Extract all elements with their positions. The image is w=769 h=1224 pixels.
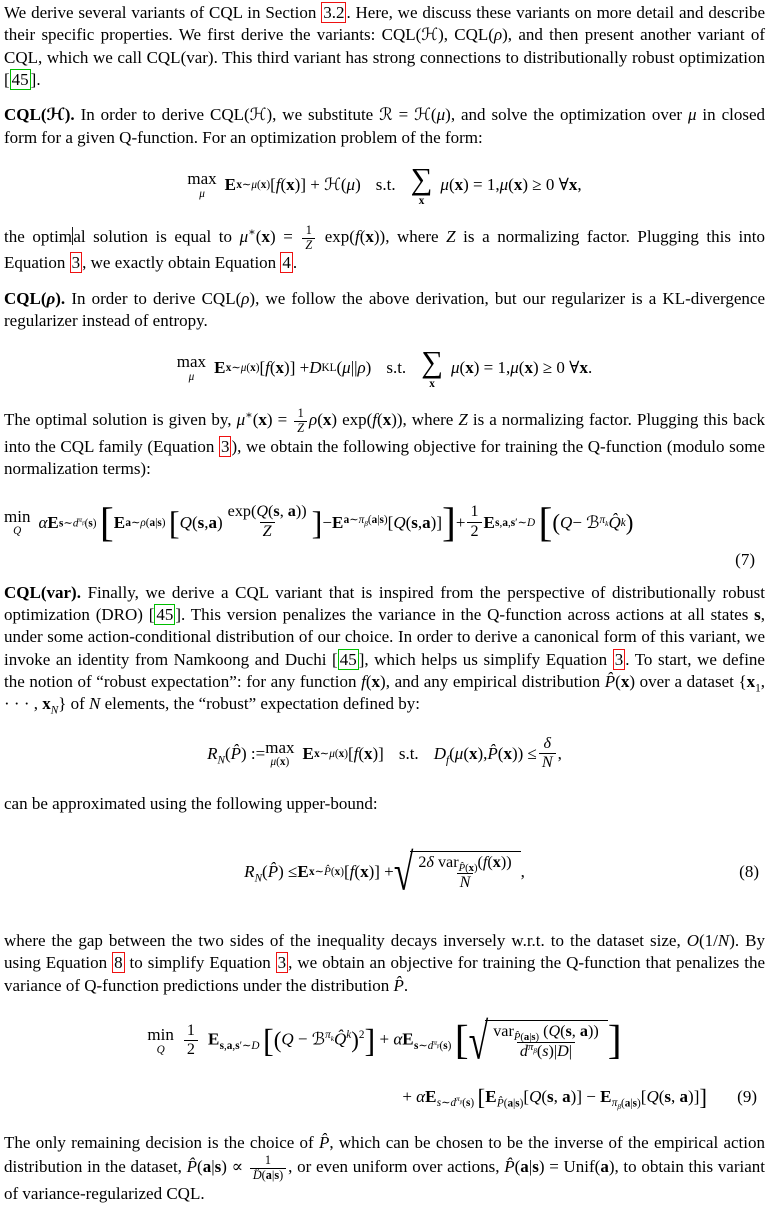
paragraph-optimal-solution-rho: The optimal solution is given by, μ∗(x) = $\frac{1}{Z}$ ρ(x) exp(f(x)), where Z is a normalizing factor. Plugging this back into the CQL family (Equation 3 ), we obtain the following objective for training the Q-function (modulo some normalization terms): bbox=[4, 406, 766, 479]
link-citation-45[interactable]: 45 bbox=[339, 649, 357, 669]
equation-9-line2 bbox=[4, 1074, 765, 1120]
text-cursor bbox=[72, 227, 73, 245]
min-operator: min Q bbox=[4, 506, 31, 538]
equation-9-block bbox=[4, 1010, 765, 1120]
equation-9-line1 bbox=[4, 1010, 765, 1072]
paragraph-upper-bound-intro: can be approximated using the following upper-bound: bbox=[4, 793, 378, 813]
paragraph-optimal-solution-h: the optimal solution is equal to μ∗(x) = $\frac{1}{Z}$ exp(f(x)), where Z is a normalizing factor. Plugging this into Equation 3 , we exactly obtain Equation 4 . bbox=[4, 223, 765, 273]
equation-8-number: (8) bbox=[739, 861, 759, 881]
paragraph-intro: We derive several variants of CQL in Section 3.2 . Here, we discuss these variants on more detail and describe their specific properties. We first derive the variants: CQL(ℋ), CQL(ρ), and then present another variant of CQL, which we call CQL(var). This third variant has strong connections to distributionally robust optimization [ 45 ]. bbox=[4, 3, 766, 90]
equation-7-number: (7) bbox=[735, 549, 755, 569]
link-section-3-2[interactable]: 3.2 bbox=[323, 3, 345, 22]
equation-7-block bbox=[4, 494, 765, 570]
equation-kl-max bbox=[4, 343, 765, 393]
square-root: √ $\frac{2\delta var_{P̂(x)}(f(x))}{N}$ bbox=[394, 851, 521, 892]
link-equation-3[interactable]: 3 bbox=[614, 649, 624, 669]
equation-entropy-max bbox=[4, 160, 765, 210]
equation-8-content: $R_N$ ( P̂ ) ≤ E x∼P̂(x) [ f ( x )] + √ $\frac{2\delta var_{P̂(x)}(f(x))}{N}$ , bbox=[244, 842, 525, 901]
equation-9-number: (9) bbox=[737, 1086, 757, 1106]
link-citation-45[interactable]: 45 bbox=[156, 604, 174, 624]
equation-kl-max-content: max μ E x∼μ(x) [ f ( x )] + D KL ( μ || ρ ) s.t. ∑ x μ ( x ) = 1, μ ( x ) ≥ 0 ∀ x . bbox=[176, 345, 593, 391]
equation-entropy-max-content: max μ E x∼μ(x) [ f ( x )] + ℋ( μ ) s.t. ∑ x μ ( x ) = 1, μ ( x ) ≥ 0 ∀ x , bbox=[187, 161, 582, 207]
equation-robust-expectation bbox=[4, 729, 765, 779]
equation-9-line1-content: min Q $\frac{1}{2}$ $E_{s,a,s'\sim D}$ [(Q − ℬ$^{\pi_k}$Q̂$^k$)$^2$] + $\alpha E_{s\sim d^{\pi_\beta}(s)}$ [ √ $\frac{var_{P̂(a|s)} (Q(s, a))}{d^{\pi_\beta}(s)|D|}$ ] bbox=[147, 1011, 622, 1070]
max-operator: max μ(x) bbox=[265, 737, 295, 769]
square-root: √ $\frac{var_{P̂(a|s)} (Q(s, a))}{d^{\pi_\beta}(s)|D|}$ bbox=[469, 1020, 608, 1061]
link-equation-4[interactable]: 4 bbox=[282, 253, 291, 273]
equation-robust-expectation-content: $R_N$ ( P̂ ) := max μ(x) E x∼μ(x) [ f ( x )] s.t. $D_f$ ( μ ( x ), P̂ ( x )) ≤ $\frac{\delta}{N}$ , bbox=[207, 734, 562, 772]
equation-9-line2-content: + $\alpha E_{s\sim d^{\pi_\beta}(s)}$ [$E_{P̂(a|s)}[Q(s$, $a)] - E_{\pi_\beta(a|s)}[Q(s$, a)]] bbox=[402, 1084, 707, 1112]
equation-8 bbox=[4, 828, 765, 916]
link-equation-3[interactable]: 3 bbox=[220, 436, 230, 456]
sum-operator: ∑ x bbox=[410, 161, 433, 207]
paragraph-cql-h: CQL(ℋ). In order to derive CQL(ℋ), we substitute ℛ = ℋ(μ), and solve the optimization over μ in closed form for a given Q-function. For an optimization problem of the form: bbox=[4, 105, 766, 147]
paragraph-final: The only remaining decision is the choice of P̂, which can be chosen to be the inverse of the empirical action distribution in the dataset, P̂(a|s) ∝ $\frac{1}{D̂(a|s)}$ , or even uniform over actions, P̂(a|s) = Unif(a), to obtain this variant of variance-regularized CQL. bbox=[4, 1132, 765, 1203]
link-equation-3[interactable]: 3 bbox=[71, 253, 81, 273]
max-operator: max μ bbox=[187, 169, 217, 200]
paragraph-cql-rho: CQL(ρ). In order to derive CQL(ρ), we follow the above derivation, but our regularizer is a KL-divergence regularizer instead of entropy. bbox=[4, 288, 766, 331]
link-equation-8[interactable]: 8 bbox=[114, 953, 123, 973]
equation-7-content: min Q α E $s\sim d^{\pi_\beta}(s)$ [ E a∼ρ(a|s) [ Q ( s , a ) $\frac{\exp(Q(s, a))}{Z}$ ] − E $a\sim\pi_\beta(a|s)$ [ Q ( s , a )] ] + $\frac{1}{2}$ E s,a,s′∼D [ ( Q − ℬ $\pi_k$ Q̂ k ) bbox=[4, 499, 634, 546]
paragraph-cql-var: CQL(var). Finally, we derive a CQL variant that is inspired from the perspective of distributionally robust optimization (DRO) [ 45 ]. This version penalizes the variance in the Q-function across actions at all states s, under some action-conditional distribution of our choice. In order to derive a canonical form of this variant, we invoke an identity from Namkoong and Duchi [ 45 ], which helps us simplify Equation 3 . To start, we define the notion of “robust expectation”: for any function f(x), and any empirical distribution P̂(x) over a dataset {$x_1$, · · · , $x_N$} of N elements, the “robust” expectation defined by: bbox=[4, 582, 765, 717]
link-equation-3[interactable]: 3 bbox=[277, 953, 287, 973]
paragraph-gap: where the gap between the two sides of the inequality decays inversely w.r.t. to the dataset size, O(1/N). By using Equation 8 to simplify Equation 3 , we obtain an objective for training the Q-function that penalizes the variance of Q-function predictions under the distribution P̂. bbox=[4, 930, 765, 995]
link-citation-45[interactable]: 45 bbox=[11, 70, 29, 90]
min-operator: min Q bbox=[147, 1024, 174, 1056]
equation-7 bbox=[4, 494, 765, 552]
sum-operator: ∑ x bbox=[421, 345, 443, 391]
max-operator: max μ bbox=[176, 352, 207, 384]
